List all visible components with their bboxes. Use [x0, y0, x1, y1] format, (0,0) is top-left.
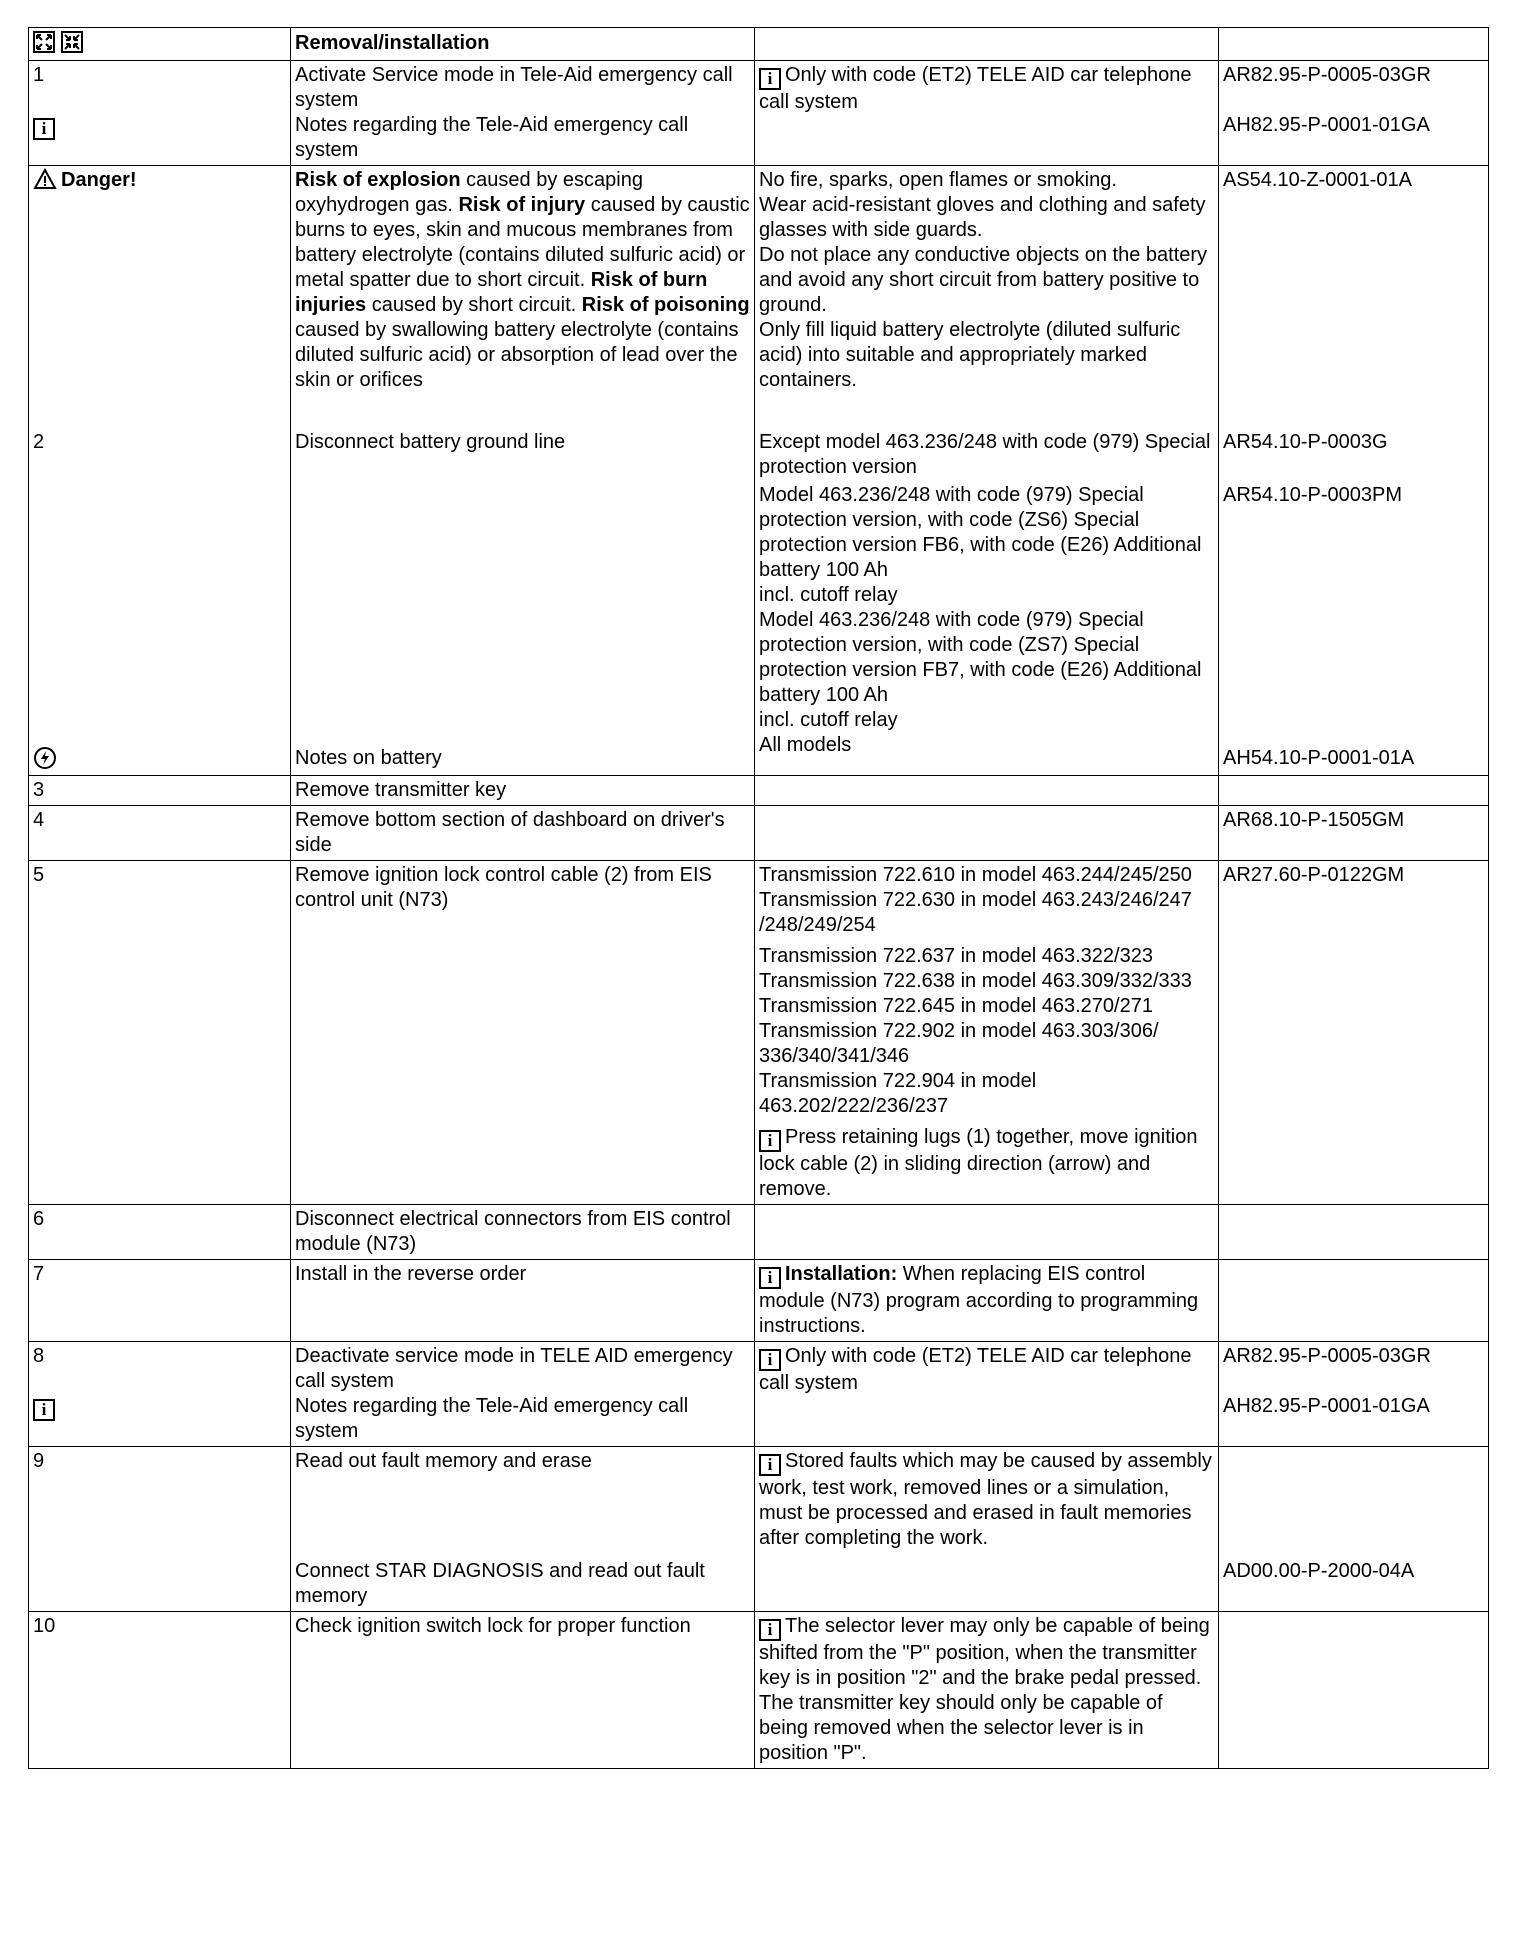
info-icon: i	[759, 1454, 781, 1476]
step-action: Notes on battery	[295, 747, 442, 769]
table-row	[29, 1205, 1489, 1260]
step-action: Read out fault memory and erase	[295, 1450, 592, 1472]
step-action: Deactivate service mode in TELE AID emergency call system	[295, 1345, 733, 1392]
step-action: Remove ignition lock control cable (2) from EIS control unit (N73)	[291, 861, 755, 1205]
table-row	[29, 1260, 1489, 1342]
step-number: 1	[33, 64, 45, 86]
table-header	[29, 28, 1489, 61]
table-row	[29, 1447, 1489, 1612]
info-icon: i	[33, 1399, 55, 1421]
table-row	[29, 806, 1489, 861]
step-action: Disconnect electrical connectors from EIS control module (N73)	[291, 1205, 755, 1260]
procedure-page	[28, 27, 1488, 1769]
step-number: 8	[33, 1345, 45, 1367]
step-action: Remove transmitter key	[291, 776, 755, 806]
step-number: 6	[29, 1205, 291, 1260]
document-link[interactable]: AR54.10-P-0003PM	[1223, 484, 1402, 506]
document-link[interactable]: AR27.60-P-0122GM	[1219, 861, 1489, 1205]
expand-icon[interactable]	[33, 31, 55, 53]
step-note: All models	[759, 734, 852, 756]
danger-notes: No fire, sparks, open flames or smoking. Wear acid-resistant gloves and clothing and safety glasses with side guards. Do not place any conductive objects on the battery and avoid any short circuit from battery positive to ground. Only fill liquid battery electrolyte (diluted sulfuric acid) into suitable and appropriately marked containers.	[759, 169, 1208, 391]
step-number: 10	[29, 1612, 291, 1769]
info-icon: i	[759, 1267, 781, 1289]
step-action: Notes regarding the Tele-Aid emergency call system	[295, 1395, 689, 1442]
header-title: Removal/installation	[291, 28, 755, 61]
step-action: Disconnect battery ground line	[295, 431, 566, 453]
collapse-icon[interactable]	[61, 31, 83, 53]
danger-text: Risk of explosion caused by escaping oxyhydrogen gas. Risk of injury caused by caustic burns to eyes, skin and mucous membranes from battery electrolyte (contains diluted sulfuric acid) or metal spatter due to short circuit. Risk of burn injuries caused by short circuit. Risk of poisoning caused by swallowing battery electrolyte (contains diluted sulfuric acid) or absorption of lead over the skin or orifices	[295, 169, 750, 391]
step-number: 4	[29, 806, 291, 861]
document-link[interactable]: AH54.10-P-0001-01A	[1223, 747, 1415, 769]
procedure-table	[28, 27, 1489, 1769]
step-note: i Press retaining lugs (1) together, move ignition lock cable (2) in sliding direction (arrow) and remove.	[759, 1126, 1198, 1200]
document-link[interactable]: AR68.10-P-1505GM	[1219, 806, 1489, 861]
document-link[interactable]: AH82.95-P-0001-01GA	[1223, 114, 1430, 136]
table-row	[29, 61, 1489, 166]
step-number: 5	[29, 861, 291, 1205]
document-link[interactable]: AH82.95-P-0001-01GA	[1223, 1395, 1430, 1417]
step-number: 2	[33, 431, 45, 453]
table-row	[29, 776, 1489, 806]
step-note: Only with code (ET2) TELE AID car telephone call system	[759, 1345, 1192, 1394]
step-action: Connect STAR DIAGNOSIS and read out fault memory	[295, 1560, 705, 1607]
step-note: i The selector lever may only be capable of being shifted from the "P" position, when the transmitter key is in position "2" and the brake pedal pressed. The transmitter key should only be capable of being removed when the selector lever is in position "P".	[755, 1612, 1219, 1769]
document-link[interactable]: AR54.10-P-0003G	[1223, 431, 1388, 453]
step-action: Remove bottom section of dashboard on driver's side	[291, 806, 755, 861]
info-icon: i	[33, 118, 55, 140]
step-action: Check ignition switch lock for proper function	[291, 1612, 755, 1769]
step-action: Notes regarding the Tele-Aid emergency call system	[295, 114, 689, 161]
step-number: 3	[29, 776, 291, 806]
step-note: i Stored faults which may be caused by assembly work, test work, removed lines or a simulation, must be processed and erased in fault memories after completing the work.	[755, 1447, 1219, 1612]
document-link[interactable]: AS54.10-Z-0001-01A	[1223, 169, 1413, 191]
warning-icon	[33, 168, 57, 190]
step-note: Model 463.236/248 with code (979) Special protection version, with code (ZS6) Special protection version FB6, with code (E26) Additional battery 100 Ah incl. cutoff relay Model 463.236/248 with code (979) Special protection version, with code (ZS7) Special protection version FB7, with code (E26) Additional battery 100 Ah incl. cutoff relay	[759, 484, 1202, 731]
step-action: Install in the reverse order	[291, 1260, 755, 1342]
battery-note-icon	[33, 746, 57, 770]
document-link[interactable]: AR82.95-P-0005-03GR	[1223, 1345, 1431, 1367]
table-row	[29, 861, 1489, 1205]
info-icon: i	[759, 1349, 781, 1371]
step-note: i Installation: When replacing EIS control module (N73) program according to programming instructions.	[755, 1260, 1219, 1342]
danger-label: Danger!	[33, 168, 286, 430]
table-row	[29, 1612, 1489, 1769]
document-link[interactable]: AR82.95-P-0005-03GR	[1223, 64, 1431, 86]
info-icon: i	[759, 68, 781, 90]
table-row	[29, 166, 1489, 776]
transmission-list: Transmission 722.610 in model 463.244/245/250 Transmission 722.630 in model 463.243/246/247 /248/249/254 Transmission 722.637 in model 463.322/323 Transmission 722.638 in model 463.309/332/333 Transmission 722.645 in model 463.270/271 Transmission 722.902 in model 463.303/306/ 336/340/341/346 Transmission 722.904 in model 463.202/222/236/237	[759, 864, 1192, 1117]
header-icons	[29, 28, 291, 61]
table-row	[29, 1342, 1489, 1447]
info-icon: i	[759, 1130, 781, 1152]
step-number: 7	[29, 1260, 291, 1342]
step-note: Only with code (ET2) TELE AID car telephone call system	[759, 64, 1192, 113]
step-note: Except model 463.236/248 with code (979) Special protection version	[759, 431, 1211, 478]
document-link[interactable]: AD00.00-P-2000-04A	[1223, 1560, 1415, 1582]
step-action: Activate Service mode in Tele-Aid emergency call system	[295, 64, 733, 111]
info-icon: i	[759, 1619, 781, 1641]
step-number: 9	[29, 1447, 291, 1612]
